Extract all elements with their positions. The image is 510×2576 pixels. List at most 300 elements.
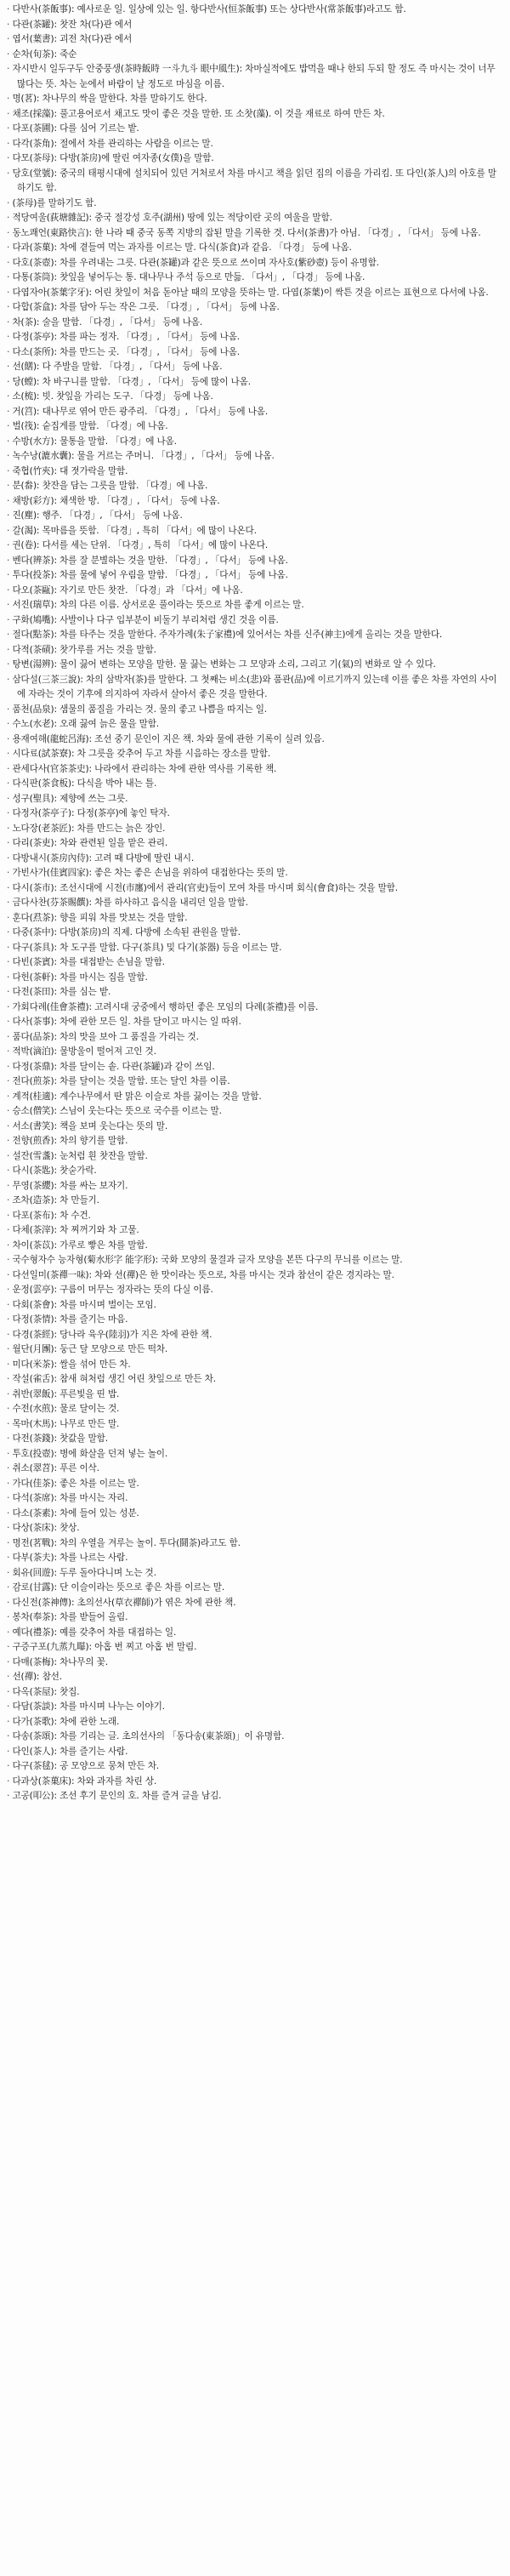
entry-text: 감로(甘露): 단 이슬이라는 뜻으로 좋은 차를 이르는 말. — [12, 1582, 225, 1593]
glossary-entry — [7, 197, 503, 212]
bullet-icon: · — [7, 213, 13, 223]
glossary-entry — [7, 122, 503, 137]
glossary-entry — [7, 673, 503, 703]
bullet-icon: · — [7, 495, 13, 506]
bullet-icon: · — [7, 1388, 13, 1399]
glossary-entry — [7, 405, 503, 420]
bullet-icon: · — [7, 614, 13, 625]
entry-text: 다가(茶歌): 차에 관한 노래. — [12, 1716, 120, 1727]
glossary-entry — [7, 881, 503, 897]
bullet-icon: · — [7, 1656, 13, 1667]
glossary-entry — [7, 1298, 503, 1314]
entry-text: 구증구포(九蒸九曝): 아홉 번 찌고 아홉 번 말림. — [12, 1642, 197, 1652]
glossary-entry — [7, 211, 503, 226]
entry-text: 무영(茶纓): 차를 싸는 보자기. — [12, 1180, 128, 1191]
glossary-entry — [7, 1596, 503, 1611]
glossary-entry — [7, 985, 503, 1000]
entry-text: 다부(茶夫): 차를 나르는 사람. — [12, 1553, 128, 1563]
glossary-entry — [7, 360, 503, 375]
entry-text: 다옥(茶屋): 찻집. — [12, 1686, 80, 1697]
bullet-icon: · — [7, 1136, 13, 1146]
entry-text: 다송(茶頌): 차를 기리는 글. 초의선사의 「동다송(東茶頌)」이 유명함. — [12, 1731, 285, 1741]
entry-text: 취반(翠飯): 푸른빛을 띤 밥. — [12, 1388, 120, 1399]
glossary-entry — [7, 1745, 503, 1760]
glossary-entry — [7, 464, 503, 480]
glossary-entry — [7, 1223, 503, 1239]
glossary-entry — [7, 32, 503, 48]
bullet-icon: · — [7, 1507, 13, 1519]
bullet-icon: · — [7, 1225, 13, 1235]
bullet-icon: · — [7, 704, 13, 715]
bullet-icon: · — [7, 481, 13, 491]
bullet-icon: · — [7, 1478, 13, 1489]
bullet-icon: · — [7, 1180, 13, 1191]
bullet-icon: · — [7, 1017, 13, 1027]
bullet-icon: · — [7, 882, 13, 893]
glossary-entry — [7, 62, 503, 92]
glossary-entry — [7, 732, 503, 748]
entry-text: 소(梳): 빗. 찻잎을 가리는 도구. 「다경」 등에 나옴. — [12, 391, 213, 402]
bullet-icon: · — [7, 540, 13, 550]
bullet-icon: · — [7, 34, 13, 44]
entry-text: 녹수낭(漉水囊): 물을 거르는 주머니. 「다경」, 「다서」 등에 나옴. — [12, 451, 275, 461]
entry-text: 절다(點茶): 차를 타주는 것을 말한다. 주자가례(朱子家禮)에 있어서는 차를 신주(神主)에게 올리는 것을 말한다. — [12, 630, 443, 640]
entry-text: 다통(茶筒): 찻잎을 넣어두는 통. 대나무나 주석 등으로 만듦. 「다서」, 「다경」 등에 나옴. — [12, 272, 366, 282]
glossary-entry — [7, 1715, 503, 1730]
entry-text: 관세다사(官茶茶史): 나라에서 관리하는 차에 관한 역사를 기록한 책. — [12, 763, 277, 774]
bullet-icon: · — [7, 138, 13, 149]
entry-text: 다담(茶談): 차를 마시며 나누는 이야기. — [12, 1701, 165, 1712]
bullet-icon: · — [7, 272, 13, 282]
entry-text: 고공(叩公): 조선 후기 문인의 호. 차를 즐겨 글을 남김. — [12, 1791, 222, 1801]
glossary-entry — [7, 658, 503, 673]
entry-text: 다합(茶盒): 차를 담아 두는 작은 그릇. 「다경」, 「다서」 등에 나옴. — [12, 302, 280, 312]
entry-text: 계적(桂適): 계수나무에서 딴 맑은 이슬로 차를 끓이는 것을 말함. — [12, 1091, 262, 1102]
bullet-icon: · — [7, 1374, 13, 1384]
bullet-icon: · — [7, 421, 13, 431]
bullet-icon: · — [7, 719, 13, 729]
entry-text: 채방(彩方): 채색한 방. 「다경」, 「다서」 등에 나옴. — [12, 495, 220, 506]
entry-text: 서진(瑞草): 차의 다른 이름. 상서로운 풀이라는 뜻으로 차를 좋게 이르는 말. — [12, 600, 304, 610]
entry-text: 가회다례(佳會茶禮): 고려시대 궁중에서 행하던 좋은 모임의 다례(茶禮)를 이름. — [12, 1001, 319, 1012]
entry-text: 다호(茶壺): 차를 우려내는 그릇. 다관(茶罐)과 같은 뜻으로 쓰이며 자사호(紫砂壺) 등이 유명함. — [12, 257, 379, 268]
bullet-icon: · — [7, 525, 13, 536]
glossary-entry — [7, 1342, 503, 1358]
entry-text: 순차(旬茶): 죽순 — [12, 48, 77, 60]
bullet-icon: · — [7, 1314, 13, 1325]
glossary-entry — [7, 1283, 503, 1298]
glossary-entry — [7, 449, 503, 464]
glossary-entry — [7, 1104, 503, 1120]
entry-text: 다인(茶人): 차를 즐기는 사람. — [12, 1746, 128, 1757]
entry-text: 취소(翠苕): 푸른 이삭. — [12, 1463, 99, 1473]
entry-text: 다헌(茶軒): 차를 마시는 집을 말함. — [12, 972, 148, 983]
entry-text: 다매(茶梅): 차나무의 꽃. — [12, 1656, 108, 1667]
glossary-entry — [7, 92, 503, 107]
entry-text: 탕변(湯辨): 물이 끓어 변하는 모양을 말한. 물 끓는 변화는 그 모양과 소리, 그리고 기(氣)의 변화로 알 수 있다. — [12, 659, 436, 670]
entry-text: 다각(茶角): 절에서 차를 관리하는 사람을 이르는 말. — [12, 138, 213, 149]
glossary-entry — [7, 524, 503, 539]
bullet-icon: · — [7, 242, 13, 253]
glossary-entry — [7, 852, 503, 867]
glossary-entry — [7, 419, 503, 435]
entry-text: 품천(品泉): 샘물의 품질을 가리는 것. 물의 좋고 나쁨을 따지는 일. — [12, 704, 268, 715]
glossary-entry — [7, 1045, 503, 1060]
glossary-entry — [7, 1149, 503, 1165]
glossary-entry — [7, 330, 503, 345]
entry-text: 다오(茶甌): 자기로 만든 찻잔. 「다경」과 「다서」에 나옴. — [12, 584, 243, 596]
entry-text: 적당여울(荻塘雜記): 중국 절강성 호주(湖州) 땅에 있는 적당이란 곳의 여울을 말함. — [12, 213, 332, 223]
glossary-entry — [7, 1134, 503, 1149]
bullet-icon: · — [7, 1359, 13, 1370]
bullet-icon: · — [7, 942, 13, 953]
bullet-icon: · — [7, 1404, 13, 1414]
bullet-icon: · — [7, 302, 13, 312]
glossary-entry — [7, 1015, 503, 1030]
entry-text: 다중(茶中): 다방(茶房)의 직제. 다방에 소속된 관원을 말함. — [12, 927, 241, 938]
glossary-entry — [7, 971, 503, 986]
entry-text: 다모(茶母): 다방(茶房)에 딸린 여자종(女僕)을 말함. — [12, 153, 214, 163]
bullet-icon: · — [7, 927, 13, 938]
bullet-icon: · — [7, 1240, 13, 1251]
bullet-icon: · — [7, 197, 13, 208]
glossary-entry — [7, 375, 503, 390]
bullet-icon: · — [7, 1210, 13, 1221]
glossary-entry — [7, 1328, 503, 1343]
bullet-icon: · — [7, 227, 13, 238]
entry-text: 다적(茶磧): 찻가루를 거는 것을 말함. — [12, 644, 156, 655]
glossary-entry — [7, 1521, 503, 1536]
entry-text: 가다(佳茶): 좋은 차를 이르는 말. — [12, 1478, 139, 1489]
entry-text: 다시(茶匙): 찻숟가락. — [12, 1165, 97, 1176]
entry-text: 승소(僧笑): 스님이 웃는다는 뜻으로 국수를 이르는 말. — [12, 1106, 222, 1116]
glossary-entry — [7, 643, 503, 658]
bullet-icon: · — [7, 332, 13, 342]
bullet-icon: · — [7, 1746, 13, 1757]
glossary-entry — [7, 3, 503, 18]
entry-text: 작설(雀舌): 참새 혀처럼 생긴 어린 찻잎으로 만든 차. — [12, 1374, 216, 1384]
entry-text: 다과(茶菓): 차에 곁들여 먹는 과자를 이르는 말. 다식(茶食)과 같음. 「다경」 등에 나옴. — [12, 242, 352, 253]
bullet-icon: · — [7, 763, 13, 774]
bullet-icon: · — [7, 287, 13, 298]
entry-text: 다리(茶吏): 차와 관련된 일을 맡은 관리. — [12, 838, 168, 848]
bullet-icon: · — [7, 1537, 13, 1548]
glossary-entry — [7, 1253, 503, 1268]
glossary-entry — [7, 1477, 503, 1492]
entry-text: 다방내시(茶房內侍): 고려 때 다방에 딸린 내시. — [12, 852, 195, 863]
glossary-entry — [7, 554, 503, 569]
glossary-entry — [7, 568, 503, 584]
entry-text: 다정(茶亭): 차를 파는 정자. 「다경」, 「다서」 등에 나옴. — [12, 332, 240, 342]
glossary-entry — [7, 48, 503, 63]
bullet-icon: · — [7, 793, 13, 804]
entry-text: 다과상(茶菓床): 차와 과자를 차린 상. — [12, 1775, 157, 1787]
entry-text: 수전(水煎): 물로 달이는 것. — [12, 1404, 120, 1414]
entry-text: 자시반시 일두구두 안중풍생(茶時飯時 一斗九斗 眼中風生): 차마실적에도 밥먹을 때나 한되 두되 할 정도 즉 마시는 것이 너무 많다는 뜻. 차는 눈에서 바람이 날 정도로 마심을 이름. — [12, 64, 496, 89]
entry-text: 시다료(試茶寮): 차 그릇을 갖추어 두고 차를 시음하는 장소를 말함. — [12, 749, 271, 759]
glossary-entry — [7, 866, 503, 881]
glossary-entry — [7, 1268, 503, 1284]
bullet-icon: · — [7, 1076, 13, 1086]
bullet-icon: · — [7, 733, 13, 744]
glossary-entry — [7, 1060, 503, 1075]
entry-text: 다석(茶席): 차를 마시는 자리. — [12, 1493, 128, 1503]
glossary-entry — [7, 256, 503, 271]
bullet-icon: · — [7, 1448, 13, 1459]
bullet-icon: · — [7, 168, 13, 179]
bullet-icon: · — [7, 451, 13, 461]
bullet-icon: · — [7, 1612, 13, 1622]
glossary-entry — [7, 1789, 503, 1804]
bullet-icon: · — [7, 987, 13, 997]
entry-text: 선(饍): 다 주발을 말함. 「다경」, 「다서」 등에 나옴. — [12, 362, 223, 372]
bullet-icon: · — [7, 1672, 13, 1682]
bullet-icon: · — [7, 362, 13, 372]
bullet-icon: · — [7, 674, 13, 685]
bullet-icon: · — [7, 1627, 13, 1638]
glossary-entry — [7, 316, 503, 331]
glossary-entry — [7, 955, 503, 971]
entry-text: 구화(鳩嘴): 사발이나 다구 입부분이 비둘기 부리처럼 생긴 것을 이름. — [12, 614, 279, 625]
entry-text: 다엽자아(茶葉字牙): 어린 찻잎이 처음 돋아날 때의 모양을 뜻하는 말. 다엽(茶葉)이 싹튼 것을 이르는 표현으로 다서에 나옴. — [12, 287, 489, 298]
entry-text: 채조(採藻): 풀고용어로서 채고도 맛이 좋은 것을 말한. 또 소찻(藻). 이 것을 재료로 하여 만든 차. — [12, 108, 385, 119]
entry-text: 다정(茶情): 차를 즐기는 마음. — [12, 1314, 128, 1325]
glossary-entry — [7, 747, 503, 762]
entry-text: 국수형자수 능자형(菊水形字 能字形): 국화 모양의 물결과 글자 모양을 본뜬 다구의 무늬를 이르는 말. — [12, 1255, 403, 1265]
entry-text: 다신전(茶神傳): 초의선사(草衣禪師)가 엮은 차에 관한 책. — [12, 1597, 236, 1608]
bullet-icon: · — [7, 555, 13, 566]
entry-text: 다소(茶所): 차를 만드는 곳. 「다경」, 「다서」 등에 나옴. — [12, 346, 240, 357]
bullet-icon: · — [7, 1701, 13, 1712]
glossary-entry — [7, 926, 503, 941]
bullet-icon: · — [7, 868, 13, 878]
glossary-entry — [7, 1120, 503, 1135]
glossary-entry — [7, 1640, 503, 1656]
entry-text: 수노(水老): 오래 끓여 늙은 물을 말함. — [12, 719, 160, 729]
glossary-entry — [7, 1700, 503, 1715]
entry-text: 봉차(奉茶): 차를 받들어 올림. — [12, 1612, 128, 1622]
bullet-icon: · — [7, 584, 13, 596]
glossary-entry — [7, 628, 503, 643]
glossary-entry — [7, 941, 503, 956]
entry-text: 전향(煎香): 차의 향기를 말함. — [12, 1136, 128, 1146]
bullet-icon: · — [7, 823, 13, 834]
entry-text: 조차(造茶): 차 만들기. — [12, 1195, 99, 1205]
glossary-entry — [7, 345, 503, 361]
bullet-icon: · — [7, 1255, 13, 1265]
glossary-entry — [7, 1030, 503, 1046]
glossary-entry — [7, 271, 503, 286]
bullet-icon: · — [7, 1582, 13, 1593]
glossary-entry — [7, 1685, 503, 1701]
bullet-icon: · — [7, 406, 13, 417]
bullet-icon: · — [7, 1031, 13, 1042]
bullet-icon: · — [7, 1567, 13, 1578]
bullet-icon: · — [7, 4, 13, 14]
entry-text: 명(茗): 차나무의 싹을 말한다. 차를 말하기도 한다. — [12, 94, 207, 104]
entry-text: 다상(茶床): 찻상. — [12, 1523, 80, 1533]
glossary-entry — [7, 1581, 503, 1596]
bullet-icon: · — [7, 94, 13, 104]
glossary-entry — [7, 300, 503, 316]
bullet-icon: · — [7, 346, 13, 357]
bullet-icon: · — [7, 1642, 13, 1652]
entry-text: (茶母)를 말하기도 함. — [12, 197, 97, 208]
entry-text: 월단(月團): 둥근 달 모양으로 만든 떡차. — [12, 1344, 168, 1354]
entry-text: 차이(茶苡): 가루로 빻은 차를 말함. — [12, 1240, 148, 1251]
glossary-entry — [7, 836, 503, 852]
entry-text: 분(畚): 찻잔을 담는 그릇을 말함. 「다경」에 나옴. — [12, 481, 208, 491]
glossary-entry — [7, 167, 503, 197]
glossary-entry — [7, 1447, 503, 1462]
bullet-icon: · — [7, 957, 13, 967]
bullet-icon: · — [7, 257, 13, 268]
bullet-icon: · — [7, 48, 13, 60]
entry-text: 설잔(雪盞): 눈처럼 흰 찻잔을 말함. — [12, 1150, 148, 1161]
bullet-icon: · — [7, 838, 13, 848]
bullet-icon: · — [7, 1120, 13, 1131]
glossary-entry — [7, 1388, 503, 1403]
glossary-entry — [7, 137, 503, 152]
bullet-icon: · — [7, 1775, 13, 1787]
glossary-entry — [7, 1759, 503, 1775]
bullet-icon: · — [7, 1761, 13, 1771]
glossary-list — [7, 3, 503, 1804]
bullet-icon: · — [7, 1433, 13, 1444]
entry-text: 벤다(辨茶): 차를 잘 분별하는 것을 말한. 「다경」, 「다서」 등에 나옴. — [12, 555, 288, 566]
entry-text: 다구(茶具): 차 도구를 말함. 다구(茶具) 및 다기(茶器) 등을 이르는 말. — [12, 942, 282, 953]
entry-text: 다구(茶毬): 공 모양으로 뭉쳐 만든 차. — [12, 1761, 160, 1771]
glossary-entry — [7, 1358, 503, 1373]
bullet-icon: · — [7, 778, 13, 789]
bullet-icon: · — [7, 1329, 13, 1340]
bullet-icon: · — [7, 64, 13, 74]
glossary-entry — [7, 1417, 503, 1433]
bullet-icon: · — [7, 510, 13, 521]
entry-text: 다포(茶圃): 다를 심어 기르는 밭. — [12, 123, 139, 134]
glossary-entry — [7, 777, 503, 792]
entry-text: 당호(堂號): 중국의 태평시대에 설치되어 있던 거처로서 차를 마시고 책을 읽던 집의 이름을 가리킴. 또 다인(茶人)의 아호를 말하기도 함. — [12, 168, 497, 193]
entry-text: 수방(水方): 물통을 말함. 「다경」에 나옴. — [12, 436, 177, 447]
bullet-icon: · — [7, 570, 13, 580]
entry-text: 다사(茶事): 차에 관한 모든 일. 차를 달이고 마시는 일 따위. — [12, 1017, 241, 1027]
glossary-entry — [7, 1626, 503, 1641]
glossary-entry — [7, 1670, 503, 1685]
glossary-entry — [7, 717, 503, 732]
entry-text: 금다사찬(芬茶賜饌): 차를 하사하고 음식을 내리던 일을 말함. — [12, 898, 248, 908]
bullet-icon: · — [7, 436, 13, 447]
bullet-icon: · — [7, 630, 13, 640]
entry-text: 동노쾌언(東路快言): 한 나라 때 중국 동쪽 지방의 잡된 말을 기록한 것. 다서(茶書)가 아님. 「다경」, 「다서」 등에 나옴. — [12, 227, 481, 238]
entry-text: 미다(米茶): 쌀을 섞어 만든 차. — [12, 1359, 131, 1370]
bullet-icon: · — [7, 1046, 13, 1057]
entry-text: 다식판(茶食板): 다식을 박아 내는 틀. — [12, 778, 157, 789]
glossary-entry — [7, 762, 503, 778]
glossary-entry — [7, 479, 503, 494]
bullet-icon: · — [7, 898, 13, 908]
entry-text: 다경(茶經): 당나라 육우(陸羽)가 지은 차에 관한 책. — [12, 1329, 212, 1340]
bullet-icon: · — [7, 1269, 13, 1280]
bullet-icon: · — [7, 1091, 13, 1102]
bullet-icon: · — [7, 1731, 13, 1741]
glossary-entry — [7, 1164, 503, 1179]
glossary-entry — [7, 241, 503, 256]
entry-text: 운정(雲亭): 구름이 머무는 정자라는 뜻의 다실 이름. — [12, 1285, 213, 1295]
bullet-icon: · — [7, 1791, 13, 1801]
glossary-entry — [7, 1313, 503, 1328]
entry-text: 훈다(焄茶): 향을 피워 차를 맛보는 것을 말함. — [12, 912, 188, 923]
bullet-icon: · — [7, 1106, 13, 1116]
bullet-icon: · — [7, 1553, 13, 1563]
entry-text: 다시(茶市): 조선시대에 시전(市廛)에서 관리(官吏)들이 모여 차를 마시며 회식(會食)하는 것을 말함. — [12, 882, 398, 893]
entry-text: 다포(茶布): 차 수건. — [12, 1210, 91, 1221]
glossary-entry — [7, 703, 503, 718]
entry-text: 다회(茶會): 차를 마시며 벌이는 모임. — [12, 1299, 156, 1310]
entry-text: 다정(茶鼎): 차를 달이는 솥. 다관(茶罐)과 같이 쓰임. — [12, 1061, 215, 1072]
glossary-entry — [7, 1372, 503, 1388]
glossary-entry — [7, 1730, 503, 1745]
glossary-entry — [7, 435, 503, 450]
bullet-icon: · — [7, 1165, 13, 1176]
glossary-entry — [7, 1462, 503, 1477]
entry-text: 다전(茶錢): 찻값을 말함. — [12, 1433, 108, 1444]
entry-text: 거(筥): 대나무로 엮어 만든 광주리. 「다경」, 「다서」 등에 나옴. — [12, 406, 269, 417]
entry-text: 노다장(老茶匠): 차를 만드는 늙은 장인. — [12, 823, 166, 834]
glossary-entry — [7, 107, 503, 123]
bullet-icon: · — [7, 1061, 13, 1072]
bullet-icon: · — [7, 644, 13, 655]
entry-text: 진(塵): 행주. 「다경」, 「다서」 등에 나옴. — [12, 510, 183, 521]
entry-text: 성구(聖具): 제향에 쓰는 그릇. — [12, 793, 128, 804]
glossary-entry — [7, 613, 503, 629]
glossary-entry — [7, 1074, 503, 1090]
glossary-entry — [7, 286, 503, 301]
bullet-icon: · — [7, 153, 13, 163]
entry-text: 용재여해(龍蛇呂海): 조선 중기 문인이 지은 책. 차와 물에 관한 기록이 실려 있음. — [12, 733, 325, 744]
entry-text: 다소(茶素): 차에 들어 있는 성분. — [12, 1507, 139, 1519]
glossary-entry — [7, 1209, 503, 1224]
glossary-entry — [7, 1656, 503, 1671]
glossary-entry — [7, 806, 503, 822]
entry-text: 권(卷): 다서를 세는 단위. 「다경」, 특히 「다서」에 많이 나온다. — [12, 540, 269, 550]
bullet-icon: · — [7, 972, 13, 983]
entry-text: 다관(茶罐): 찻잔 차(다)관 에서 — [12, 19, 133, 30]
bullet-icon: · — [7, 1150, 13, 1161]
bullet-icon: · — [7, 391, 13, 402]
entry-text: 다선일미(茶禪一味): 차와 선(禪)은 한 맛이라는 뜻으로, 차를 마시는 것과 참선이 같은 경지라는 말. — [12, 1269, 394, 1280]
entry-text: 목마(木馬): 나무로 만든 말. — [12, 1418, 120, 1429]
glossary-entry — [7, 390, 503, 405]
bullet-icon: · — [7, 749, 13, 759]
glossary-entry — [7, 822, 503, 837]
glossary-entry — [7, 539, 503, 554]
entry-text: 다빈(茶賓): 차를 대접받는 손님을 말함. — [12, 957, 165, 967]
entry-text: 투호(投壺): 병에 화살을 던져 넣는 놀이. — [12, 1448, 168, 1459]
glossary-entry — [7, 792, 503, 807]
glossary-entry — [7, 1491, 503, 1507]
bullet-icon: · — [7, 19, 13, 30]
entry-text: 예다(禮茶): 예를 갖추어 차를 대접하는 일. — [12, 1627, 177, 1638]
glossary-entry — [7, 1610, 503, 1626]
bullet-icon: · — [7, 912, 13, 923]
bullet-icon: · — [7, 376, 13, 387]
bullet-icon: · — [7, 808, 13, 818]
entry-text: 선(禪): 참선. — [12, 1672, 62, 1682]
entry-text: 엽서(葉書): 괴전 차(다)관 에서 — [12, 34, 133, 44]
bullet-icon: · — [7, 1001, 13, 1012]
entry-text: 적박(滴泊): 물방울이 떨어져 고인 것. — [12, 1046, 156, 1057]
glossary-entry — [7, 509, 503, 524]
